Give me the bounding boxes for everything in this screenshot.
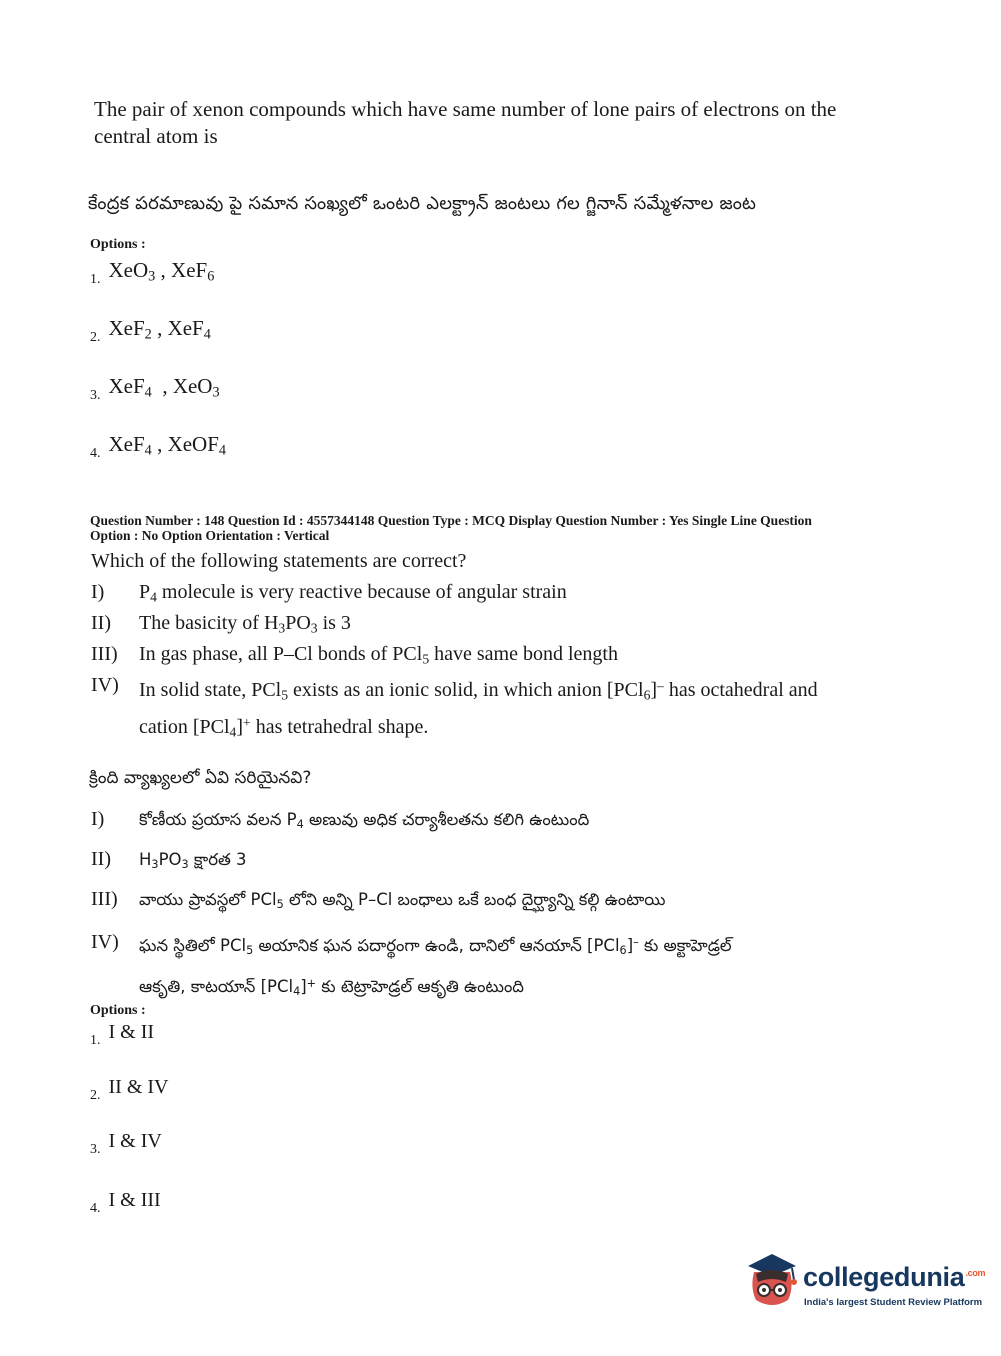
option-value: I & II	[108, 1021, 155, 1043]
option-4	[90, 432, 226, 462]
option-number: 2.	[90, 330, 101, 345]
option-3	[90, 1130, 162, 1158]
option-number: 4.	[90, 1201, 101, 1216]
question-text-en: The pair of xenon compounds which have same number of lone pairs of electrons on the central atom is	[94, 97, 837, 148]
option-number: 2.	[90, 1088, 101, 1103]
statement-text: In solid state, PCl$_5$ exists as an ionic solid, in which anion [PCl$_6$]– has octahedral and cation [PCl$_4$]+ has tetrahedral shape.	[139, 678, 818, 739]
option-value: II & IV	[108, 1076, 169, 1098]
statement-number: III)	[91, 888, 118, 910]
options-label: Options :	[90, 1003, 146, 1018]
statement-text: కోణీయ ప్రయాస వలన $P_4$ అణువు అధిక చర్యాశీలతను కలిగి ఉంటుంది	[139, 810, 590, 831]
option-1	[90, 258, 214, 288]
statement-text: వాయు ప్రావస్థలో PCl$_5$ లోని అన్ని P–Cl బంధాలు ఒకే బంధ దైర్ఘ్యాన్ని కల్గి ఉంటాయి	[139, 890, 666, 911]
option-number: 4.	[90, 446, 101, 461]
option-value: XeF$_4$ , XeOF$_4$	[108, 432, 227, 459]
logo-tagline: India's largest Student Review Platform	[804, 1297, 983, 1308]
mascot-icon	[742, 1248, 802, 1314]
statement-number: I)	[91, 581, 105, 603]
statement-text: In gas phase, all P–Cl bonds of PCl$_5$ have same bond length	[139, 643, 618, 667]
question-text-te: కేంద్రక పరమాణువు పై సమాన సంఖ్యలో ఒంటరి ఎలక్ట్రాన్ జంటలు గల గ్జినాన్ సమ్మేళనాల జంట	[88, 193, 757, 214]
question-stem-en: Which of the following statements are correct?	[91, 550, 467, 572]
option-number: 1.	[90, 272, 101, 287]
option-value: XeO$_3$ , XeF$_6$	[108, 258, 215, 285]
option-2	[90, 316, 211, 346]
option-4	[90, 1189, 161, 1217]
question-meta	[90, 513, 910, 543]
question-meta-line-2: Option : No Option Orientation : Vertical	[90, 528, 330, 543]
option-value: XeF$_2$ , XeF$_4$	[108, 316, 211, 343]
statement-text: ఘన స్థితిలో PCl$_5$ అయానిక ఘన పదార్థంగా ఉండి, దానిలో ఆనయాన్ [PCl$_6$]– కు అక్టాహెడ్రల్ ఆకృతి, కాటయాన్ [PCl$_4$]+ కు టెట్రాహెడ్రల్ ఆకృతి ఉంటుంది	[139, 936, 732, 998]
question-stem-te: క్రింది వ్యాఖ్యలలో ఏవి సరియైనవి?	[89, 768, 312, 788]
logo-wordmark: collegedunia$^{.com}$	[803, 1262, 986, 1292]
statement-text: The basicity of $H_3PO_3$ is 3	[139, 612, 351, 636]
question-meta-line-1: Question Number : 148 Question Id : 4557344148 Question Type : MCQ Display Question Number : Yes Single Line Question	[90, 513, 812, 528]
statement-number: II)	[91, 848, 111, 870]
option-value: XeF$_4$ , XeO$_3$	[108, 374, 220, 401]
option-value: I & III	[108, 1189, 161, 1211]
statement-number: IV)	[91, 674, 119, 696]
statement-text: $P_4$ molecule is very reactive because of angular strain	[139, 581, 567, 605]
option-1	[90, 1021, 154, 1049]
statement-number: III)	[91, 643, 118, 665]
option-3	[90, 374, 220, 404]
options-label: Options :	[90, 237, 146, 252]
statement-number: I)	[91, 808, 105, 830]
statement-text: $H_3PO_3$ క్షారత 3	[139, 850, 247, 871]
option-number: 1.	[90, 1033, 101, 1048]
option-value: I & IV	[108, 1130, 162, 1152]
option-2	[90, 1076, 168, 1104]
statement-number: II)	[91, 612, 111, 634]
statement-number: IV)	[91, 931, 119, 953]
option-number: 3.	[90, 388, 101, 403]
option-number: 3.	[90, 1142, 101, 1157]
